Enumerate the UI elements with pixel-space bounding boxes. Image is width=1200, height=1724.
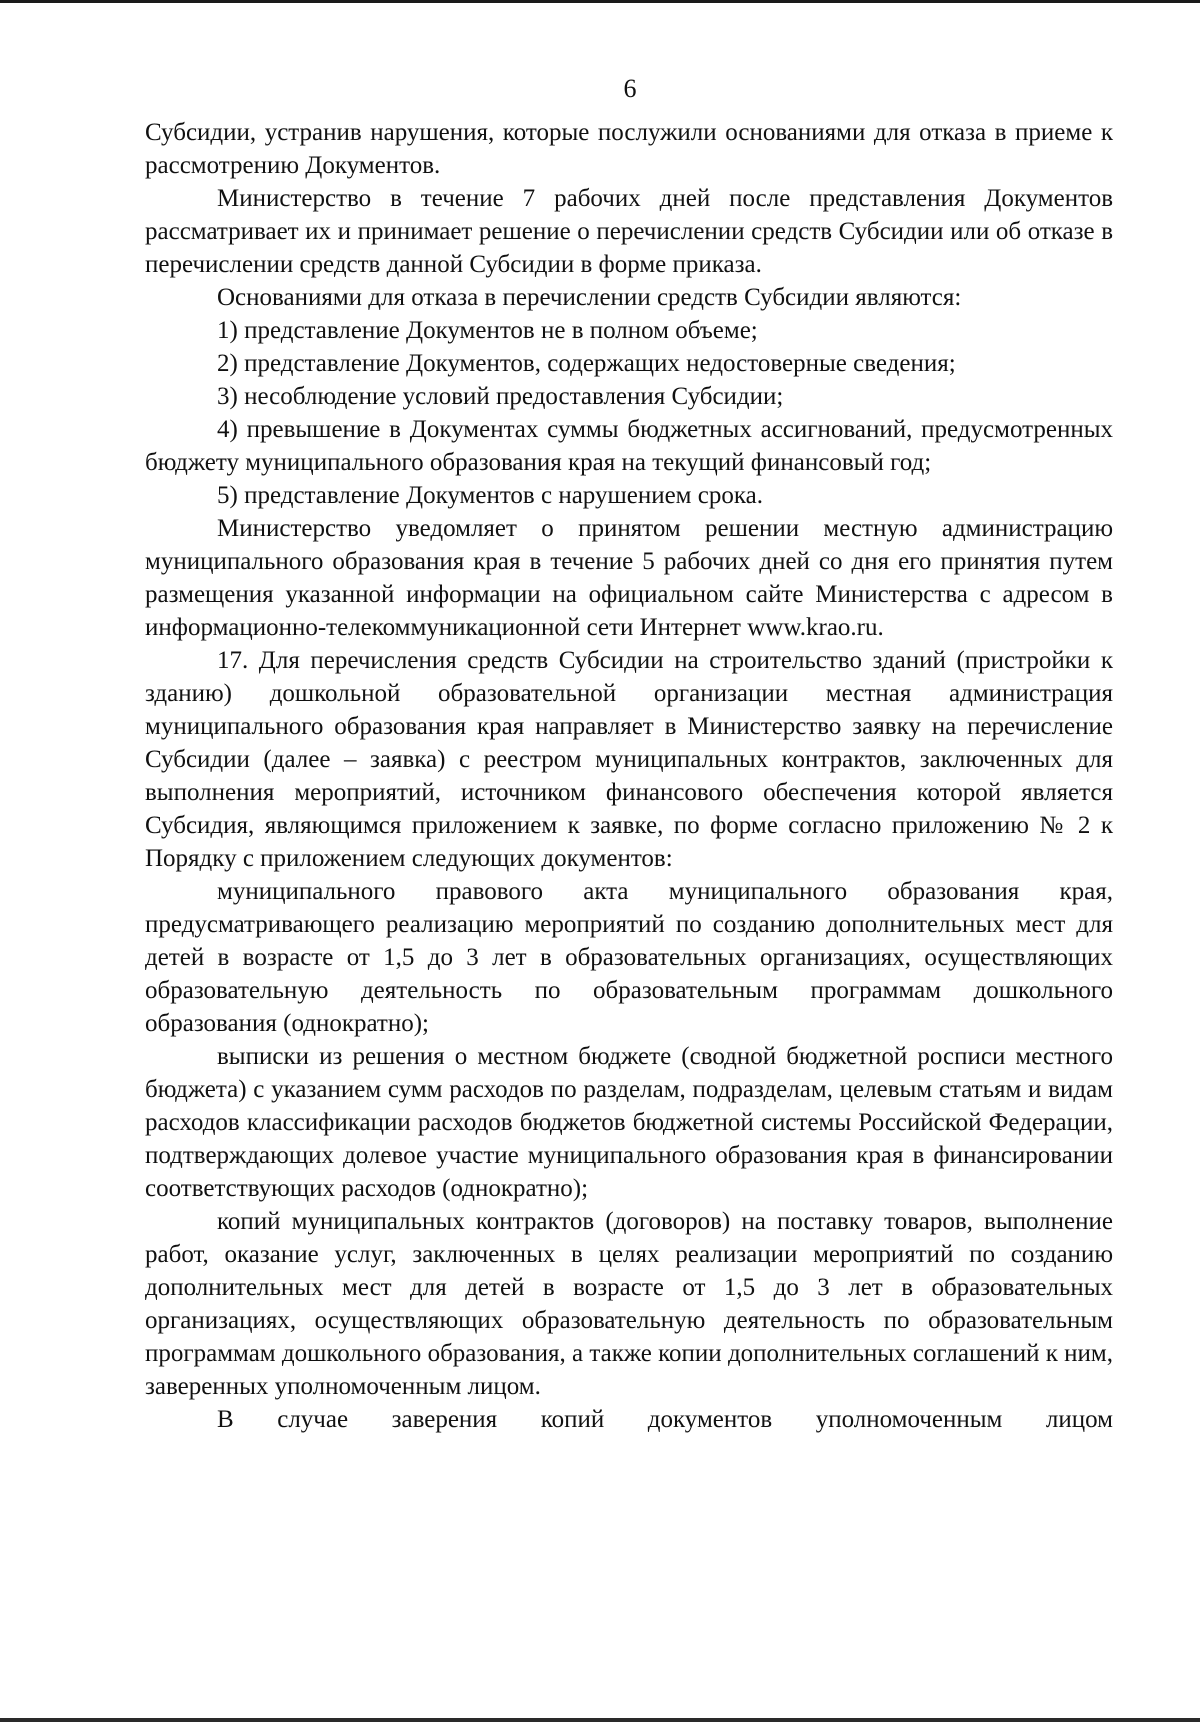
scan-edge-top (0, 0, 1200, 3)
paragraph-1: Субсидии, устранив нарушения, которые послужили основаниями для отказа в приеме к рассмотрению Документов. (145, 119, 1113, 179)
paragraph-contract-copies: копий муниципальных контрактов (договоров) на поставку товаров, выполнение работ, оказание услуг, заключенных в целях реализации мероприятий по созданию дополнительных мест для детей в возрасте от 1,5 до 3 лет в образовательных организациях, осуществляющих образовательную деятельность по образовательным программам дошкольного образования, а также копии дополнительных соглашений к ним, заверенных уполномоченным лицом. (145, 1208, 1113, 1400)
paragraph-3: Основаниями для отказа в перечислении средств Субсидии являются: (217, 284, 962, 311)
paragraph-certification: В случае заверения копий документов уполномоченным лицом (217, 1406, 1113, 1433)
list-item-5: 5) представление Документов с нарушением срока. (217, 482, 763, 509)
paragraph-2: Министерство в течение 7 рабочих дней после представления Документов рассматривает их и принимает решение о перечислении средств Субсидии или об отказе в перечислении средств данной Субсидии в форме приказа. (145, 185, 1113, 278)
page-number: 6 (623, 74, 637, 103)
list-item-2: 2) представление Документов, содержащих недостоверные сведения; (217, 350, 956, 377)
list-item-3: 3) несоблюдение условий предоставления Субсидии; (217, 383, 784, 410)
scan-edge-bottom (0, 1718, 1200, 1722)
paragraph-municipal-act: муниципального правового акта муниципального образования края, предусматривающего реализацию мероприятий по созданию дополнительных мест для детей в возрасте от 1,5 до 3 лет в образовательных организациях, осуществляющих образовательную деятельность по образовательным программам дошкольного образования (однократно); (145, 878, 1113, 1037)
paragraph-17: 17. Для перечисления средств Субсидии на строительство зданий (пристройки к зданию) дошкольной образовательной организации местная администрация муниципального образования края направляет в Министерство заявку на перечисление Субсидии (далее – заявка) с реестром муниципальных контрактов, заключенных для выполнения мероприятий, источником финансового обеспечения которой является Субсидия, являющимся приложением к заявке, по форме согласно приложению № 2 к Порядку с приложением следующих документов: (145, 647, 1113, 872)
list-item-1: 1) представление Документов не в полном объеме; (217, 317, 758, 344)
list-item-4: 4) превышение в Документах суммы бюджетных ассигнований, предусмотренных бюджету муниципального образования края на текущий финансовый год; (145, 416, 1113, 476)
document-body (145, 116, 1113, 1436)
paragraph-budget-extract: выписки из решения о местном бюджете (сводной бюджетной росписи местного бюджета) с указанием сумм расходов по разделам, подразделам, целевым статьям и видам расходов классификации расходов бюджетов бюджетной системы Российской Федерации, подтверждающих долевое участие муниципального образования края в финансировании соответствующих расходов (однократно); (145, 1043, 1113, 1202)
paragraph-notification: Министерство уведомляет о принятом решении местную администрацию муниципального образования края в течение 5 рабочих дней со дня его принятия путем размещения указанной информации на официальном сайте Министерства с адресом в информационно-телекоммуникационной сети Интернет www.krao.ru. (145, 515, 1113, 641)
